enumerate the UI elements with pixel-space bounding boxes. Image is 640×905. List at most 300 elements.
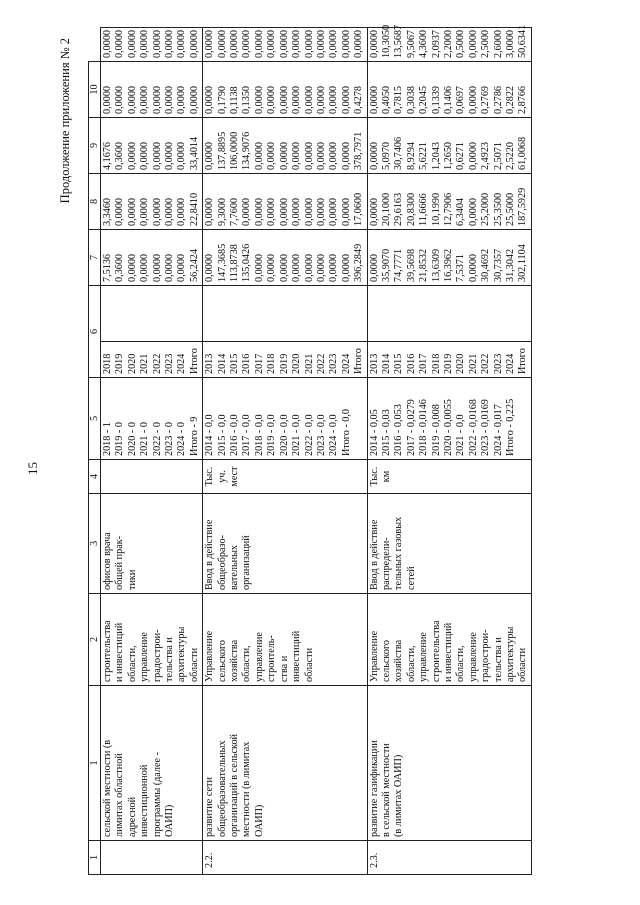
cell-line: 0,0000 — [253, 85, 265, 114]
amount-cell-c6 — [101, 230, 203, 286]
cell-line: 2019 — [442, 353, 454, 374]
cell-line: 50,6341 — [517, 24, 529, 58]
target-values-cell — [101, 378, 203, 460]
cell-line: сельского — [380, 640, 392, 682]
cell-line: Тыс. — [204, 466, 216, 487]
program-table — [88, 24, 532, 875]
cell-line: 2016 — [405, 353, 417, 374]
cell-line: 0,0000 — [315, 141, 327, 170]
target-values-cell — [367, 378, 531, 460]
cell-line: 0,0000 — [126, 85, 138, 114]
cell-line: Итого — [517, 348, 529, 374]
cell-line: 7,5136 — [102, 253, 113, 282]
cell-line: 0,0000 — [328, 141, 340, 170]
cell-line: 378,7971 — [353, 131, 365, 170]
cell-line: 137,8895 — [216, 131, 228, 170]
cell-line: 0,0000 — [253, 197, 265, 226]
cell-line: области — [303, 647, 315, 682]
cell-line: 0,0000 — [278, 253, 290, 282]
cell-line: архитектуры — [176, 626, 188, 682]
cell-line: 4,3600 — [418, 29, 430, 58]
cell-line: 134,9076 — [241, 131, 253, 170]
cell-line: 0,0000 — [467, 197, 479, 226]
amount-cell-c7 — [367, 174, 531, 230]
cell-line: 0,0000 — [126, 253, 138, 282]
cell-line: 0,4278 — [353, 85, 365, 114]
cell-line: 0,0000 — [315, 197, 327, 226]
cell-line: 7,7600 — [229, 197, 241, 226]
cell-line: 0,0000 — [241, 29, 253, 58]
cell-line: 33,4014 — [188, 136, 200, 170]
cell-line: 1,2043 — [430, 141, 442, 170]
cell-line: 2020 — [455, 353, 467, 374]
cell-line: 2021 - 0,0 — [291, 414, 303, 456]
cell-line: градострои- — [480, 629, 492, 682]
cell-line: 22,8410 — [188, 192, 200, 226]
cell-line: и инвестиций — [114, 622, 126, 682]
header-row — [89, 28, 101, 875]
page-number: 15 — [25, 462, 40, 475]
amount-cell-c10 — [101, 28, 203, 62]
cell-line: области — [517, 647, 529, 682]
cell-line: градострои- — [151, 629, 163, 682]
cell-line: 0,3600 — [114, 141, 126, 170]
cell-line: 0,0000 — [204, 197, 216, 226]
cell-line: 2014 — [380, 353, 392, 374]
cell-line: 0,0000 — [266, 29, 278, 58]
amount-cell-c6 — [203, 230, 367, 286]
cell-line: 0,0000 — [340, 29, 352, 58]
cell-line: 2023 — [164, 353, 176, 374]
cell-line: 0,0000 — [467, 253, 479, 282]
cell-line: 0,0000 — [278, 85, 290, 114]
cell-line: 2024 - 0,0 — [328, 414, 340, 456]
cell-line: 9,5067 — [405, 29, 417, 58]
cell-line: инвестиций — [291, 630, 303, 682]
cell-line: 0,0000 — [126, 141, 138, 170]
cell-line: Итого - 9 — [188, 416, 200, 456]
cell-line: 9,3000 — [216, 197, 228, 226]
cell-line: 0,0000 — [291, 253, 303, 282]
cell-line: 2020 - 0,0 — [278, 414, 290, 456]
cell-line: 2018 - 0,0 — [253, 414, 265, 456]
cell-line: 30,7357 — [492, 248, 504, 282]
cell-line: 0,0000 — [266, 253, 278, 282]
cell-line: 0,1339 — [430, 85, 442, 114]
cell-line: 0,0000 — [151, 141, 163, 170]
cell-line: инвестиционной — [139, 764, 151, 837]
cell-line: 0,0000 — [328, 253, 340, 282]
cell-line: 4,1676 — [102, 141, 113, 170]
cell-line: области, — [405, 645, 417, 682]
cell-line: 187,5929 — [517, 187, 529, 226]
cell-line: Итого — [188, 348, 200, 374]
cell-line: 2023 - 0 — [164, 422, 176, 456]
cell-line: 2018 - 1 — [102, 422, 113, 456]
cell-line: 2013 — [368, 353, 380, 374]
cell-line: Управление — [368, 630, 380, 682]
cell-line: организаций — [241, 535, 253, 590]
cell-line: 0,0000 — [126, 197, 138, 226]
cell-line: 0,0000 — [176, 141, 188, 170]
cell-line: 0,0000 — [126, 29, 138, 58]
cell-line: тики — [126, 569, 138, 590]
target-values-cell — [203, 378, 367, 460]
cell-line: 74,7771 — [393, 248, 405, 282]
cell-line: тельных газовых — [393, 516, 405, 590]
cell-line: 0,0000 — [253, 253, 265, 282]
cell-line: 0,0000 — [368, 85, 380, 114]
cell-line: Итого — [353, 348, 365, 374]
cell-line: 0,0000 — [139, 85, 151, 114]
cell-line: 0,0000 — [164, 197, 176, 226]
cell-line: ства и — [278, 655, 290, 682]
amount-cell-c8 — [203, 118, 367, 174]
cell-line: области, — [455, 645, 467, 682]
cell-line: 30,4692 — [480, 248, 492, 282]
cell-line: 5,6221 — [418, 141, 430, 170]
cell-line: архитектуры — [505, 626, 516, 682]
cell-line: 2018 — [102, 353, 113, 374]
cell-line: 0,0000 — [328, 197, 340, 226]
cell-line: общеобразо- — [216, 535, 228, 590]
cell-line: Ввод в действие — [368, 519, 380, 590]
cell-line: 0,0000 — [188, 85, 200, 114]
cell-line: 0,2045 — [418, 85, 430, 114]
cell-line: организаций в сельской — [229, 734, 241, 837]
cell-line: 0,0000 — [315, 253, 327, 282]
cell-line: 0,0000 — [204, 253, 216, 282]
cell-line: 17,0600 — [353, 192, 365, 226]
cell-line: 20,1000 — [380, 192, 392, 226]
cell-line: 2021 — [467, 353, 479, 374]
amount-cell-c7 — [101, 174, 203, 230]
cell-line: 0,0000 — [340, 253, 352, 282]
unit-cell — [101, 460, 203, 494]
cell-line: уч. — [216, 470, 228, 483]
cell-line: 0,1350 — [241, 85, 253, 114]
executor-cell — [203, 594, 367, 686]
cell-line: развитие газификации — [368, 740, 380, 837]
cell-line: 2015 — [393, 353, 405, 374]
cell-line: 2017 - 0,0 — [241, 414, 253, 456]
header-cell: 1 — [89, 841, 101, 875]
cell-line: 29,6163 — [393, 192, 405, 226]
cell-line: 7,5371 — [455, 253, 467, 282]
amount-cell-c7 — [203, 174, 367, 230]
cell-line: 0,0000 — [139, 253, 151, 282]
cell-line: 0,4050 — [380, 85, 392, 114]
cell-line: 0,0000 — [176, 29, 188, 58]
cell-line: 0,0000 — [467, 29, 479, 58]
cell-line: 2019 - 0,0 — [266, 414, 278, 456]
cell-line: 2024 — [505, 353, 516, 374]
cell-line: 2023 - 0,0169 — [480, 399, 492, 456]
cell-line: 0,0000 — [139, 197, 151, 226]
cell-line: 2014 — [216, 353, 228, 374]
cell-line: 0,0000 — [303, 85, 315, 114]
cell-line: сельской местности (в — [102, 739, 113, 837]
cell-line: (в лимитах ОАИП) — [393, 754, 405, 837]
cell-line: 2019 - 0 — [114, 422, 126, 456]
year-cell — [203, 342, 367, 378]
cell-line: 2,5000 — [480, 29, 492, 58]
header-cell: 5 — [89, 378, 101, 460]
cell-line: 0,0000 — [353, 29, 365, 58]
cell-line: 135,0426 — [241, 243, 253, 282]
cell-line: 0,0000 — [188, 29, 200, 58]
indicator-cell — [367, 494, 531, 594]
amount-cell-c9 — [101, 62, 203, 118]
cell-line: 302,1104 — [517, 244, 529, 282]
cell-line: 10,1990 — [430, 192, 442, 226]
cell-line: 2017 — [253, 353, 265, 374]
cell-line: ОАИП) — [164, 804, 176, 837]
cell-line: сетей — [405, 566, 417, 590]
cell-line: 0,7815 — [393, 85, 405, 114]
cell-line: 2022 - 0,0168 — [467, 399, 479, 456]
cell-line: 2024 - 0 — [176, 422, 188, 456]
cell-line: местности (в лимитах — [241, 741, 253, 837]
cell-line: 0,0000 — [139, 29, 151, 58]
cell-line: и инвестиций — [442, 622, 454, 682]
cell-line: 30,7406 — [393, 136, 405, 170]
cell-line: 2020 — [126, 353, 138, 374]
cell-line: 0,3600 — [114, 253, 126, 282]
executor-cell — [101, 594, 203, 686]
cell-line: 147,3685 — [216, 243, 228, 282]
cell-line: 13,5687 — [393, 24, 405, 58]
event-name-cell — [203, 686, 367, 841]
cell-line: 20,8300 — [405, 192, 417, 226]
header-cell: 6 — [89, 286, 101, 378]
cell-line: 0,0000 — [164, 253, 176, 282]
cell-line: области, — [126, 645, 138, 682]
cell-line: 0,0000 — [278, 197, 290, 226]
cell-line: общеобразовательных — [216, 740, 228, 837]
cell-line: 2021 - 0 — [139, 422, 151, 456]
cell-line: 0,0000 — [102, 85, 113, 114]
cell-line: 2014 - 0,0 — [204, 414, 216, 456]
cell-line: 25,3500 — [492, 192, 504, 226]
amount-cell-c10 — [367, 24, 531, 62]
cell-line: 0,0000 — [467, 141, 479, 170]
cell-line: 0,0000 — [303, 29, 315, 58]
cell-line: лимитах областной — [114, 753, 126, 837]
spacer-cell — [203, 286, 367, 342]
cell-line: 2,5220 — [505, 141, 516, 170]
cell-line: 0,0697 — [455, 85, 467, 114]
header-cell: 1 — [89, 686, 101, 841]
table-row — [101, 28, 203, 875]
row-number — [101, 841, 203, 875]
cell-line: сельского — [216, 640, 228, 682]
cell-line: 2016 - 0,0 — [229, 414, 241, 456]
cell-line: 0,0000 — [340, 85, 352, 114]
cell-line: 25,5000 — [505, 192, 516, 226]
cell-line: 0,0000 — [291, 29, 303, 58]
cell-line: 2015 — [229, 353, 241, 374]
amount-cell-c10 — [203, 28, 367, 62]
cell-line: 2016 - 0,053 — [393, 404, 405, 456]
cell-line: 61,0068 — [517, 136, 529, 170]
cell-line: 11,6666 — [418, 193, 430, 226]
cell-line: 0,3038 — [405, 85, 417, 114]
cell-line: тельства и — [492, 637, 504, 682]
amount-cell-c9 — [203, 62, 367, 118]
cell-line: 56,2424 — [188, 248, 200, 282]
cell-line: программы (далее - — [151, 752, 163, 837]
cell-line: 0,0000 — [315, 29, 327, 58]
cell-line: области — [188, 647, 200, 682]
cell-line: 113,8738 — [229, 244, 241, 282]
cell-line: 2016 — [241, 353, 253, 374]
cell-line: 2019 — [278, 353, 290, 374]
cell-line: 0,0000 — [114, 197, 126, 226]
header-cell: 2 — [89, 594, 101, 686]
header-cell: 8 — [89, 174, 101, 230]
cell-line: 396,2849 — [353, 243, 365, 282]
cell-line: 0,0000 — [204, 141, 216, 170]
cell-line: распредели- — [380, 537, 392, 590]
cell-line: Ввод в действие — [204, 519, 216, 590]
cell-line: 0,0000 — [368, 29, 380, 58]
cell-line: 0,0000 — [266, 197, 278, 226]
cell-line: 0,0000 — [151, 85, 163, 114]
cell-line: развитие сети — [204, 777, 216, 837]
appendix-title: Продолжение приложения № 2 — [58, 38, 72, 204]
cell-line: 3,3460 — [102, 197, 113, 226]
cell-line: управление — [139, 632, 151, 682]
cell-line: 8,9294 — [405, 141, 417, 170]
cell-line: управление — [467, 632, 479, 682]
cell-line: 2020 - 0,0055 — [442, 399, 454, 456]
cell-line: офисов врача — [102, 532, 113, 590]
cell-line: 39,5698 — [405, 248, 417, 282]
cell-line: 0,0000 — [114, 85, 126, 114]
cell-line: 6,3404 — [455, 197, 467, 226]
cell-line: 0,0000 — [291, 85, 303, 114]
cell-line: 2014 - 0,05 — [368, 409, 380, 456]
cell-line: области, — [241, 645, 253, 682]
cell-line: тельства и — [164, 637, 176, 682]
cell-line: 0,0000 — [176, 197, 188, 226]
cell-line: 2015 - 0,0 — [216, 414, 228, 456]
cell-line: 2,5071 — [492, 141, 504, 170]
cell-line: 0,0000 — [368, 253, 380, 282]
cell-line: 0,0000 — [229, 29, 241, 58]
cell-line: 35,9070 — [380, 248, 392, 282]
cell-line: общей прак- — [114, 535, 126, 590]
cell-line: 0,1406 — [442, 85, 454, 114]
table-row — [203, 28, 367, 875]
cell-line: 2013 — [204, 353, 216, 374]
cell-line: 10,3050 — [380, 24, 392, 58]
event-name-cell — [101, 686, 203, 841]
cell-line: 0,0000 — [315, 85, 327, 114]
cell-line: Управление — [204, 630, 216, 682]
cell-line: 2024 - 0,017 — [492, 404, 504, 456]
cell-line: 0,0000 — [204, 85, 216, 114]
row-number: 2.2. — [203, 841, 367, 875]
cell-line: ОАИП) — [253, 804, 265, 837]
cell-line: 2019 — [114, 353, 126, 374]
table-row — [367, 28, 531, 875]
cell-line: 0,0000 — [151, 29, 163, 58]
cell-line: Тыс. — [368, 466, 380, 487]
cell-line: 106,0000 — [229, 131, 241, 170]
cell-line: 2021 — [303, 353, 315, 374]
cell-line: 2023 — [328, 353, 340, 374]
cell-line: Итого - 0,0 — [340, 408, 352, 456]
cell-line: строительства — [102, 620, 113, 682]
cell-line: 0,5000 — [455, 29, 467, 58]
header-cell: 4 — [89, 460, 101, 494]
cell-line: 0,0000 — [164, 141, 176, 170]
cell-line: 0,0000 — [216, 29, 228, 58]
cell-line: 2022 - 0,0 — [303, 414, 315, 456]
cell-line: строительства — [430, 620, 442, 682]
cell-line: управление — [253, 632, 265, 682]
cell-line: 2021 - 0,0 — [455, 414, 467, 456]
cell-line: 2018 — [266, 353, 278, 374]
cell-line: 0,0000 — [328, 29, 340, 58]
cell-line: 0,0000 — [114, 29, 126, 58]
cell-line: 0,0000 — [151, 253, 163, 282]
cell-line: 2,0937 — [430, 29, 442, 58]
year-cell — [367, 342, 531, 378]
unit-cell — [367, 460, 531, 494]
spacer-cell — [101, 286, 203, 342]
cell-line: 21,8532 — [418, 248, 430, 282]
cell-line: 0,0000 — [266, 85, 278, 114]
cell-line: 2018 - 0,0146 — [418, 399, 430, 456]
cell-line: 0,0000 — [253, 141, 265, 170]
cell-line: 0,0000 — [164, 29, 176, 58]
cell-line: 0,0000 — [151, 197, 163, 226]
cell-line: 2,8766 — [517, 85, 529, 114]
amount-cell-c8 — [101, 118, 203, 174]
cell-line: хозяйства — [393, 639, 405, 682]
cell-line: 2,4923 — [480, 141, 492, 170]
cell-line: 2023 — [492, 353, 504, 374]
cell-line: км — [380, 470, 392, 483]
cell-line: 2,2000 — [442, 29, 454, 58]
cell-line: 0,1138 — [229, 86, 241, 114]
cell-line: 2020 - 0 — [126, 422, 138, 456]
cell-line: 12,7906 — [442, 192, 454, 226]
cell-line: 0,0000 — [368, 197, 380, 226]
cell-line: 0,0000 — [303, 253, 315, 282]
indicator-cell — [203, 494, 367, 594]
cell-line: 2017 - 0,0279 — [405, 399, 417, 456]
cell-line: 2023 - 0,0 — [315, 414, 327, 456]
cell-line: 0,0000 — [253, 29, 265, 58]
cell-line: 5,0970 — [380, 141, 392, 170]
cell-line: 0,0000 — [278, 29, 290, 58]
cell-line: 0,0000 — [303, 197, 315, 226]
header-cell: 10 — [89, 62, 101, 118]
cell-line: 0,0000 — [204, 29, 216, 58]
cell-line: 0,0000 — [278, 141, 290, 170]
cell-line: 31,3042 — [505, 248, 516, 282]
cell-line: 0,0000 — [340, 141, 352, 170]
cell-line: 0,0000 — [139, 141, 151, 170]
cell-line: 0,0000 — [164, 85, 176, 114]
cell-line: Итого - 0,225 — [505, 398, 516, 456]
cell-line: 2020 — [291, 353, 303, 374]
cell-line: хозяйства — [229, 639, 241, 682]
